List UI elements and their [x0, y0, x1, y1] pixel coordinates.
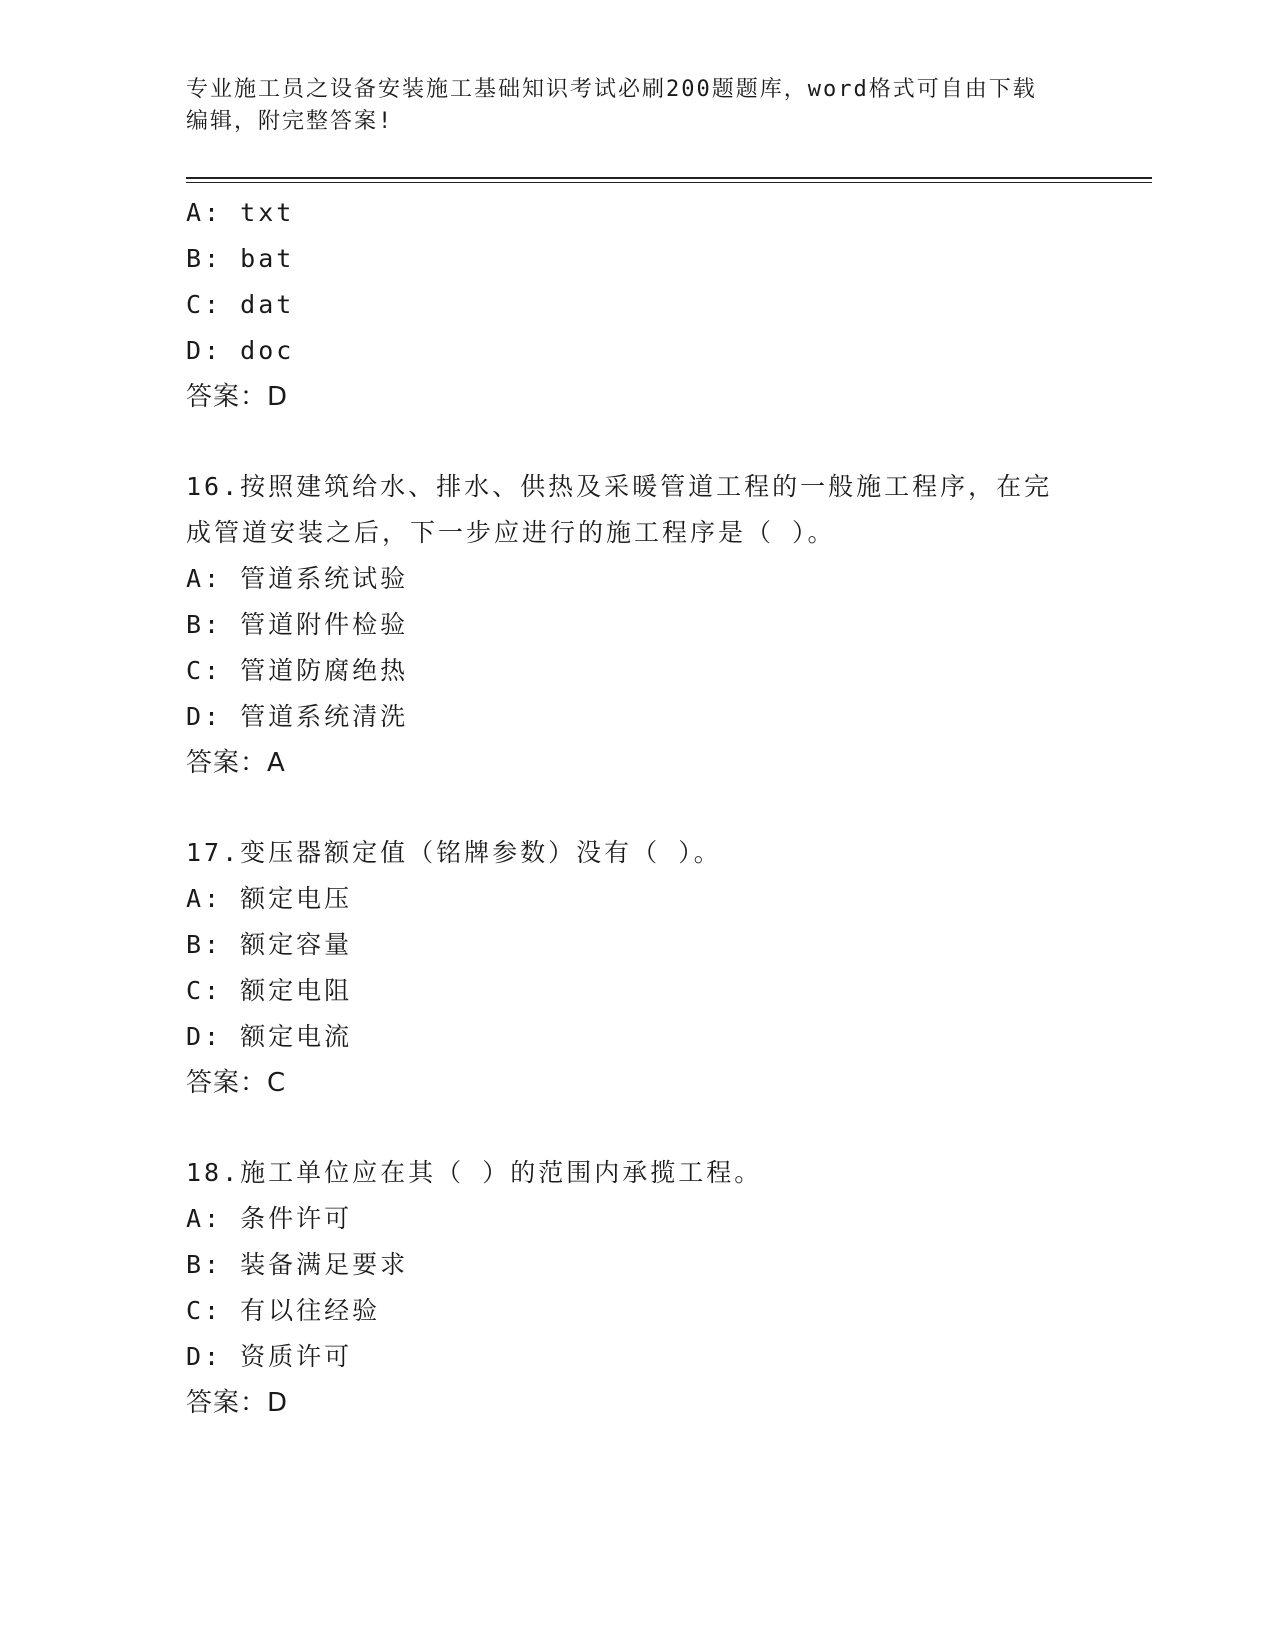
- option-d: D: 管道系统清洗: [186, 702, 409, 731]
- option-a: A: 额定电压: [186, 884, 353, 913]
- question-stem: [186, 464, 1066, 556]
- option-c: C: 管道防腐绝热: [186, 656, 409, 685]
- answer-line: 答案：A: [186, 748, 286, 778]
- option-a: A: txt: [186, 198, 295, 227]
- option-a: A: 条件许可: [186, 1204, 353, 1233]
- header-line-2: 编辑，附完整答案!: [186, 109, 394, 134]
- option-d: D: 资质许可: [186, 1342, 353, 1371]
- option-c: C: 额定电阻: [186, 976, 353, 1005]
- spacer: [186, 1106, 1086, 1150]
- header-divider-bottom: [186, 182, 1152, 183]
- answer-line: 答案：D: [186, 382, 289, 412]
- option-a: A: 管道系统试验: [186, 564, 409, 593]
- question-stem-line-2: 成管道安装之后，下一步应进行的施工程序是（ ）。: [186, 518, 836, 547]
- question-stem: 18.施工单位应在其（ ）的范围内承揽工程。: [186, 1158, 763, 1187]
- question-16: [186, 464, 1086, 786]
- option-c: C: 有以往经验: [186, 1296, 381, 1325]
- question-18: [186, 1150, 1086, 1426]
- option-c: C: dat: [186, 290, 295, 319]
- answer-line: 答案：C: [186, 1068, 287, 1098]
- answer-line: 答案：D: [186, 1388, 289, 1418]
- question-15: [186, 190, 1086, 420]
- header-divider-top: [186, 177, 1152, 179]
- option-d: D: doc: [186, 336, 295, 365]
- question-list: [186, 190, 1086, 1426]
- option-d: D: 额定电流: [186, 1022, 353, 1051]
- spacer: [186, 420, 1086, 464]
- spacer: [186, 786, 1086, 830]
- option-b: B: 装备满足要求: [186, 1250, 409, 1279]
- header-line-1: 专业施工员之设备安装施工基础知识考试必刷200题题库，word格式可自由下载: [186, 77, 1037, 102]
- document-header: [186, 74, 1066, 138]
- question-stem-line-1: 16.按照建筑给水、排水、供热及采暖管道工程的一般施工程序，在完: [186, 472, 1053, 501]
- option-b: B: 额定容量: [186, 930, 353, 959]
- option-b: B: 管道附件检验: [186, 610, 409, 639]
- question-stem: 17.变压器额定值（铭牌参数）没有（ ）。: [186, 838, 722, 867]
- question-17: [186, 830, 1086, 1106]
- option-b: B: bat: [186, 244, 295, 273]
